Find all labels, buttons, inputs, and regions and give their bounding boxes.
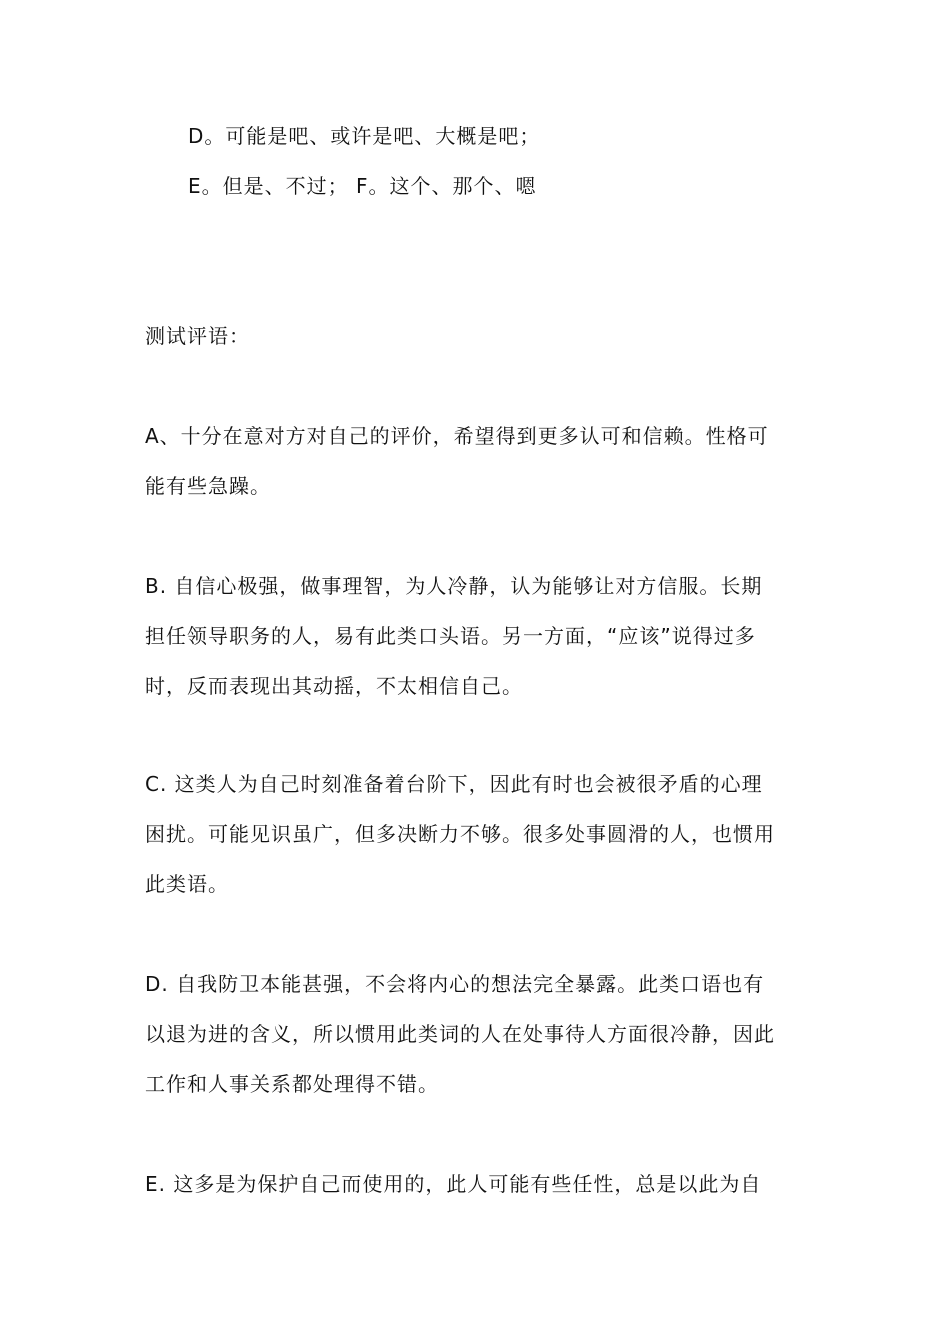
comment-c-line-1: C. 这类人为自己时刻准备着台阶下，因此有时也会被很矛盾的心理 (145, 772, 763, 796)
comment-a-line-1: A、十分在意对方对自己的评价，希望得到更多认可和信赖。性格可 (145, 424, 769, 448)
comment-d-line-2: 以退为进的含义，所以惯用此类词的人在处事待人方面很冷静，因此 (145, 1022, 775, 1046)
comment-d-line-3: 工作和人事关系都处理得不错。 (145, 1072, 439, 1096)
comment-b-line-2: 担任领导职务的人，易有此类口头语。另一方面，“应该”说得过多 (145, 624, 756, 648)
comment-c-line-2: 困扰。可能见识虽广，但多决断力不够。很多处事圆滑的人，也惯用 (145, 822, 775, 846)
section-title: 测试评语： (145, 324, 250, 348)
comment-c-line-3: 此类语。 (145, 872, 229, 896)
comment-a-line-2: 能有些急躁。 (145, 474, 271, 498)
comment-b-line-3: 时，反而表现出其动摇，不太相信自己。 (145, 674, 523, 698)
comment-d-line-1: D. 自我防卫本能甚强，不会将内心的想法完全暴露。此类口语也有 (145, 972, 765, 996)
comment-e-line-1: E. 这多是为保护自己而使用的，此人可能有些任性，总是以此为自 (145, 1172, 762, 1196)
option-e-f-line: E。但是、不过； F。这个、那个、嗯 (188, 174, 537, 198)
comment-b-line-1: B. 自信心极强，做事理智，为人冷静，认为能够让对方信服。长期 (145, 574, 763, 598)
option-d-line: D。可能是吧、或许是吧、大概是吧； (188, 124, 541, 148)
